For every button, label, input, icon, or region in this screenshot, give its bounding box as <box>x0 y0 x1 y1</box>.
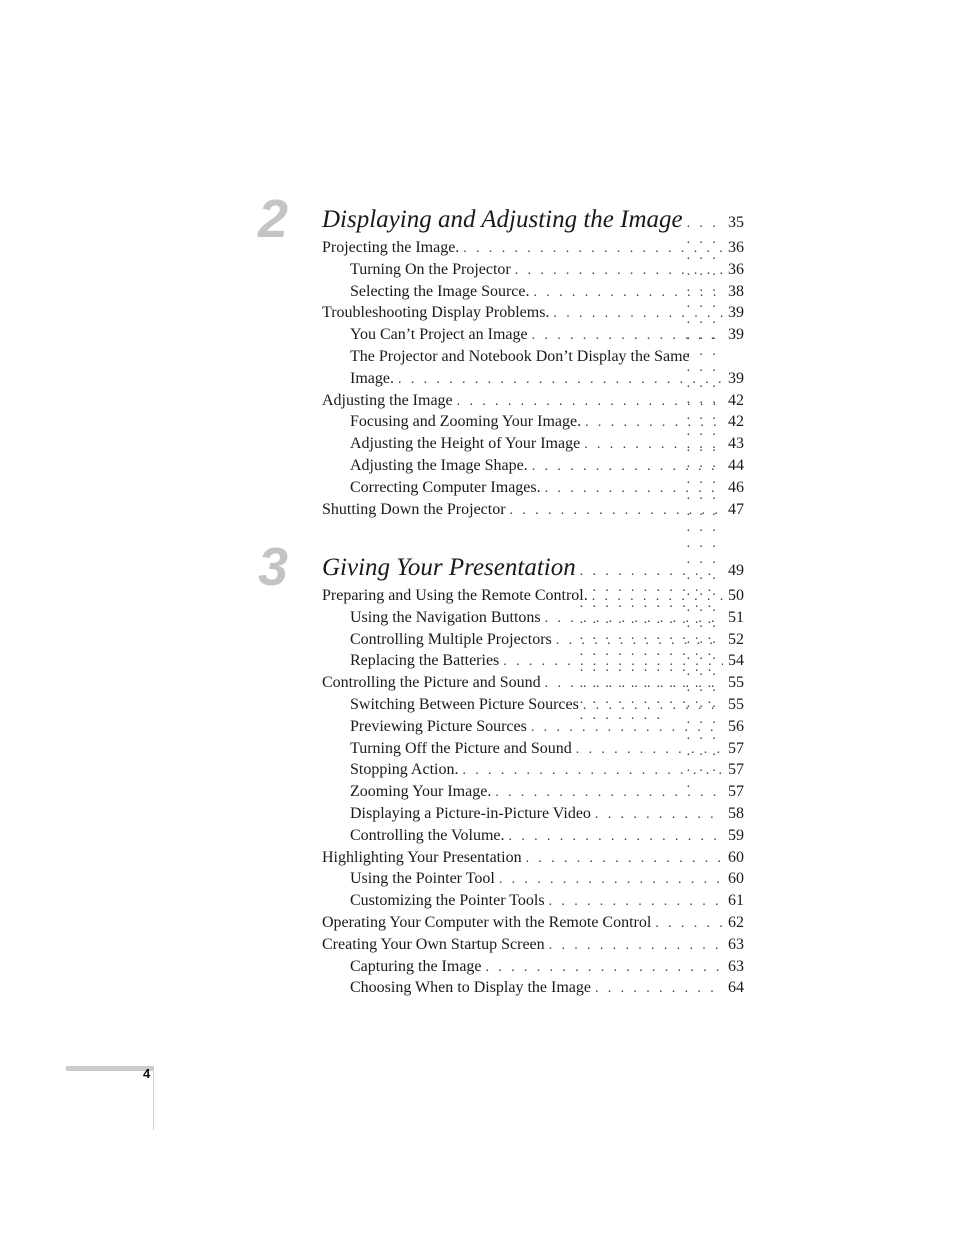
chapter-number: 2 <box>258 189 289 249</box>
chapter-title: Giving Your Presentation <box>322 554 576 581</box>
leader-dots <box>398 372 723 388</box>
toc-entry[interactable] <box>322 892 744 914</box>
leader-dots <box>534 285 724 301</box>
toc-entry[interactable] <box>322 914 744 936</box>
leader-dots <box>515 263 723 279</box>
chapter-number: 3 <box>258 537 289 597</box>
entry-page: 39 <box>728 369 744 387</box>
entry-page: 36 <box>728 260 744 278</box>
entry-title: Creating Your Own Startup Screen <box>322 935 545 953</box>
footer-rule <box>153 1066 154 1130</box>
toc-entry-first-line[interactable]: The Projector and Notebook Don’t Display the Same <box>350 347 690 365</box>
entry-title: Projecting the Image. <box>322 239 460 256</box>
leader-dots <box>584 437 723 453</box>
toc-entry[interactable] <box>322 283 744 305</box>
leader-dots <box>549 938 723 954</box>
leader-dots <box>556 633 723 649</box>
entry-page: 42 <box>728 391 744 409</box>
leader-dots <box>545 481 723 497</box>
entry-title: Highlighting Your Presentation <box>322 848 522 866</box>
chapter-page: 49 <box>728 562 744 579</box>
chapter-title-row[interactable] <box>322 206 744 236</box>
entry-page: 39 <box>728 326 744 344</box>
leader-dots <box>486 960 723 976</box>
leader-dots <box>495 785 723 801</box>
toc-entry[interactable] <box>322 392 744 414</box>
toc-entry[interactable] <box>322 979 744 1001</box>
toc-entry[interactable] <box>322 936 744 958</box>
entry-page: 60 <box>728 870 744 888</box>
toc-entry[interactable] <box>322 652 744 674</box>
toc-entry[interactable] <box>322 435 744 457</box>
footer-bar <box>66 1066 154 1071</box>
entry-title: Shutting Down the Projector <box>322 500 506 518</box>
entry-page: 46 <box>728 478 744 496</box>
entry-page: 36 <box>728 239 744 256</box>
toc-entry[interactable] <box>322 696 744 718</box>
entry-page: 59 <box>728 826 744 844</box>
leader-dots <box>545 676 723 692</box>
entry-title: Troubleshooting Display Problems. <box>322 304 550 322</box>
entry-title: Using the Pointer Tool <box>350 870 495 888</box>
entry-title: Adjusting the Height of Your Image <box>350 435 581 453</box>
toc-entry[interactable] <box>322 805 744 827</box>
toc-entry[interactable] <box>322 674 744 696</box>
toc-entry[interactable] <box>322 326 744 348</box>
toc-entry[interactable] <box>322 304 744 326</box>
leader-dots <box>655 916 723 932</box>
leader-dots <box>499 872 723 888</box>
leader-dots <box>592 589 723 605</box>
leader-dots <box>553 306 723 322</box>
entry-page: 38 <box>728 282 744 300</box>
entry-title: Replacing the Batteries <box>350 652 500 670</box>
leader-dots <box>510 503 723 519</box>
toc-entry[interactable] <box>322 587 744 609</box>
entry-page: 62 <box>728 913 744 931</box>
entry-title: Capturing the Image <box>350 957 482 975</box>
toc-entry[interactable] <box>322 631 744 653</box>
leader-dots <box>583 698 723 714</box>
entry-page: 44 <box>728 456 744 474</box>
entry-page: 55 <box>728 674 744 692</box>
entry-title: Customizing the Pointer Tools <box>350 892 545 910</box>
entry-title: Switching Between Picture Sources <box>350 695 579 713</box>
entry-title: Adjusting the Image Shape. <box>350 456 528 474</box>
leader-dots <box>595 981 723 997</box>
leader-dots <box>595 807 723 823</box>
toc-entry[interactable] <box>322 479 744 501</box>
entry-title: Choosing When to Display the Image <box>350 979 591 997</box>
entry-page: 63 <box>728 935 744 953</box>
entry-title: You Can’t Project an Image <box>350 326 528 344</box>
entry-page: 57 <box>728 761 744 779</box>
entry-page: 57 <box>728 783 744 801</box>
entry-title: Preparing and Using the Remote Control. <box>322 587 588 604</box>
leader-dots <box>549 894 723 910</box>
entry-title: Turning On the Projector <box>350 260 511 278</box>
entry-title: Correcting Computer Images. <box>350 478 541 496</box>
leader-dots <box>509 829 723 845</box>
entry-title: Using the Navigation Buttons <box>350 608 541 626</box>
toc-entries <box>322 239 744 522</box>
entry-page: 47 <box>728 500 744 518</box>
leader-dots <box>503 654 723 670</box>
toc-entry[interactable] <box>322 870 744 892</box>
toc-entry[interactable] <box>322 783 744 805</box>
toc-entry[interactable] <box>322 827 744 849</box>
leader-dots <box>585 415 723 431</box>
entry-page: 52 <box>728 630 744 648</box>
toc-entries <box>322 587 744 1001</box>
chapter-title: Displaying and Adjusting the Image <box>322 206 683 233</box>
toc-entry[interactable] <box>322 718 744 740</box>
leader-dots <box>532 328 723 344</box>
entry-page: 55 <box>728 695 744 713</box>
entry-page: 54 <box>728 652 744 670</box>
chapter-title-row[interactable] <box>322 554 744 584</box>
entry-title: Selecting the Image Source. <box>350 282 530 300</box>
entry-page: 50 <box>728 587 744 604</box>
toc-entry[interactable] <box>322 457 744 479</box>
toc-entry[interactable] <box>322 958 744 980</box>
toc-entry[interactable] <box>322 239 744 261</box>
entry-title: Previewing Picture Sources <box>350 717 527 735</box>
entry-page: 57 <box>728 739 744 757</box>
leader-dots <box>457 394 723 410</box>
toc-entry[interactable] <box>322 740 744 762</box>
entry-page: 60 <box>728 848 744 866</box>
leader-dots <box>463 241 723 257</box>
leader-dots <box>576 742 723 758</box>
entry-page: 63 <box>728 957 744 975</box>
toc-entry[interactable] <box>322 501 744 523</box>
entry-page: 56 <box>728 717 744 735</box>
entry-title: Adjusting the Image <box>322 391 453 409</box>
entry-title: Displaying a Picture-in-Picture Video <box>350 804 591 822</box>
toc-entry[interactable] <box>322 261 744 283</box>
leader-dots <box>462 763 723 779</box>
leader-dots <box>526 851 723 867</box>
toc-entry[interactable] <box>322 849 744 871</box>
entry-title: Controlling the Picture and Sound <box>322 674 541 692</box>
entry-title: Controlling the Volume. <box>350 826 505 844</box>
entry-title: Zooming Your Image. <box>350 783 492 801</box>
entry-page: 61 <box>728 892 744 910</box>
leader-dots <box>531 720 723 736</box>
toc-entry[interactable] <box>322 761 744 783</box>
leader-dots <box>532 459 723 475</box>
toc-entry[interactable] <box>322 413 744 435</box>
entry-page: 42 <box>728 413 744 431</box>
toc-entry[interactable] <box>322 370 744 392</box>
page-number: 4 <box>143 1066 151 1081</box>
entry-title: Stopping Action. <box>350 761 459 779</box>
entry-title: Turning Off the Picture and Sound <box>350 739 572 757</box>
leader-dots <box>545 611 723 627</box>
entry-page: 58 <box>728 804 744 822</box>
entry-page: 64 <box>728 979 744 997</box>
entry-title-continuation: Image. <box>350 369 394 387</box>
toc-entry[interactable] <box>322 609 744 631</box>
entry-page: 43 <box>728 435 744 453</box>
chapter-page: 35 <box>728 214 744 231</box>
entry-title: Controlling Multiple Projectors <box>350 630 552 648</box>
entry-page: 51 <box>728 608 744 626</box>
entry-title: Focusing and Zooming Your Image. <box>350 413 582 431</box>
entry-title: Operating Your Computer with the Remote Control <box>322 913 652 931</box>
entry-page: 39 <box>728 304 744 322</box>
